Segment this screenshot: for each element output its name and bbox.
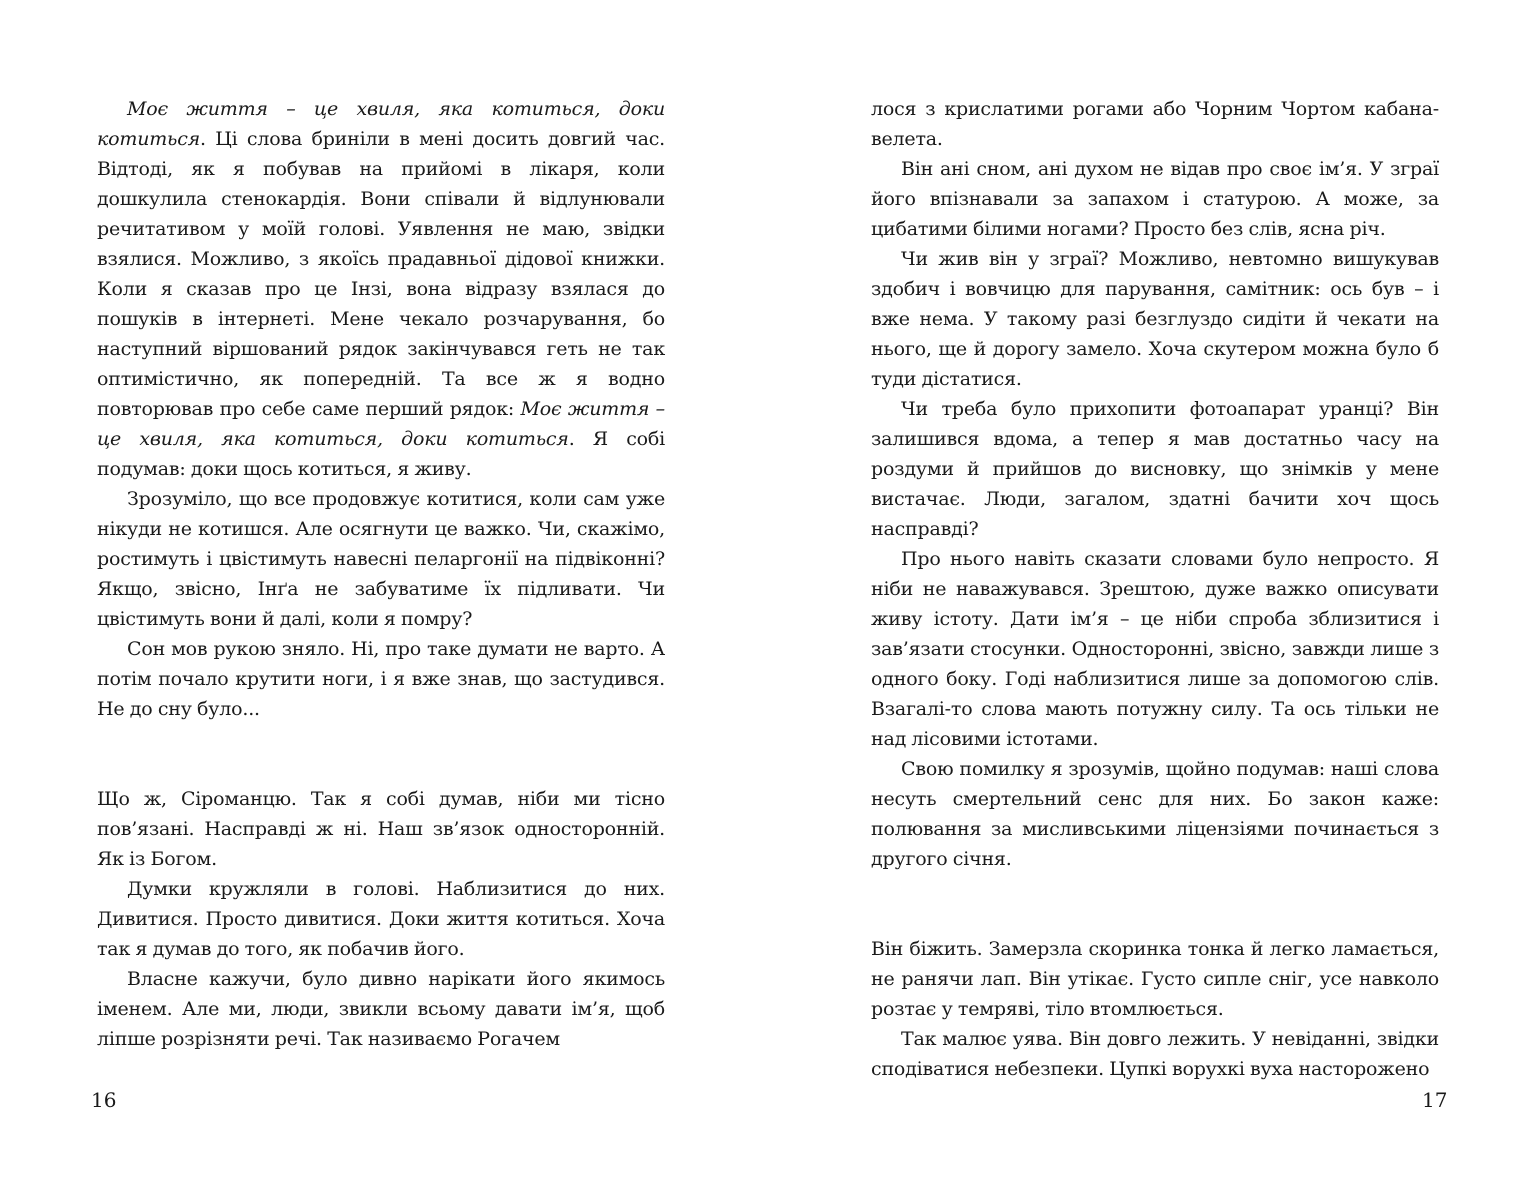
page-number: 16 xyxy=(91,1088,117,1112)
paragraph xyxy=(97,94,665,484)
paragraph-text: . Я собі подумав: доки щось котиться, я живу. xyxy=(97,428,665,480)
section-break xyxy=(871,874,1439,934)
section-break xyxy=(97,724,665,784)
paragraph: Сон мов рукою зняло. Ні, про таке думати не варто. А потім почало крутити ноги, і я вже знав, що застудився. Не до сну було... xyxy=(97,638,665,720)
paragraph: Він біжить. Замерзла скоринка тонка й легко ламається, не ранячи лап. Він утікає. Густо сипле сніг, усе навколо розтає у темряві, тіло втомлюється. xyxy=(871,938,1439,1020)
paragraph: Чи треба було прихопити фотоапарат уранці? Він залишився вдома, а тепер я мав достатньо часу на роздуми й прийшов до висновку, що знімків у мене вистачає. Люди, загалом, здатні бачити хоч щось насправді? xyxy=(871,398,1439,540)
paragraph: Так малює уява. Він довго лежить. У невіданні, звідки сподіватися небезпеки. Цупкі ворухкі вуха насторожено xyxy=(871,1028,1439,1080)
paragraph: Чи жив він у зграї? Можливо, невтомно вишукував здобич і вовчицю для парування, самітник: ось був – і вже нема. У такому разі безглуздо сидіти й чекати на нього, ще й дорогу замело. Хоча скутером можна було б туди дістатися. xyxy=(871,248,1439,390)
paragraph: Свою помилку я зрозумів, щойно подумав: наші слова несуть смертельний сенс для них. Бо закон каже: полювання за мисливськими ліцензіями починається з другого січня. xyxy=(871,758,1439,870)
paragraph: Що ж, Сіроманцю. Так я собі думав, ніби ми тісно пов’язані. Насправді ж ні. Наш зв’язок односторонній. Як із Богом. xyxy=(97,788,665,870)
left-text-column xyxy=(97,94,665,1054)
paragraph: Він ані сном, ані духом не відав про своє ім’я. У зграї його впізнавали за запахом і статурою. А може, за цибатими білими ногами? Просто без слів, ясна річ. xyxy=(871,158,1439,240)
paragraph: Зрозуміло, що все продовжує котитися, коли сам уже нікуди не котишся. Але осягнути це важко. Чи, скажімо, ростимуть і цвістимуть навесні пеларгонії на підвіконні? Якщо, звісно, Інґа не забуватиме їх підливати. Чи цвістимуть вони й далі, коли я помру? xyxy=(97,488,665,630)
paragraph: Власне кажучи, було дивно нарікати його якимось іменем. Але ми, люди, звикли всьому давати ім’я, щоб ліпше розрізняти речі. Так називаємо Рогачем xyxy=(97,968,665,1050)
italic-phrase: Моє життя – це хвиля, яка котиться, доки котиться xyxy=(97,98,665,150)
paragraph-text: . Ці слова бриніли в мені досить довгий час. Відтоді, як я побував на прийомі в лікаря, коли дошкулила стенокардія. Вони співали й відлунювали речитативом у моїй голові. Уявлення не маю, звідки взялися. Можливо, з якоїсь прадавньої дідової книжки. Коли я сказав про це Інзі, вона відразу взялася до пошуків в інтернеті. Мене чекало розчарування, бо наступний віршований рядок закінчувався геть не так оптимістично, як попередній. Та все ж я водно повторював про себе саме перший рядок: xyxy=(97,128,665,420)
paragraph: Про нього навіть сказати словами було непросто. Я ніби не наважувався. Зрештою, дуже важко описувати живу істоту. Дати ім’я – це ніби спроба зблизитися і зав’язати стосунки. Односторонні, звісно, завжди лише з одного боку. Годі наблизитися лише за допомогою слів. Взагалі-то слова мають потужну силу. Та ось тільки не над лісовими істотами. xyxy=(871,548,1439,750)
page-number: 17 xyxy=(1422,1088,1448,1112)
italic-phrase: Моє життя – це хвиля, яка котиться, доки котиться xyxy=(97,398,665,450)
right-page xyxy=(768,0,1536,1182)
paragraph: Думки кружляли в голові. Наблизитися до них. Дивитися. Просто дивитися. Доки життя котиться. Хоча так я думав до того, як побачив його. xyxy=(97,878,665,960)
right-text-column xyxy=(871,94,1439,1084)
paragraph: лося з крислатими рогами або Чорним Чортом кабана-велета. xyxy=(871,98,1439,150)
